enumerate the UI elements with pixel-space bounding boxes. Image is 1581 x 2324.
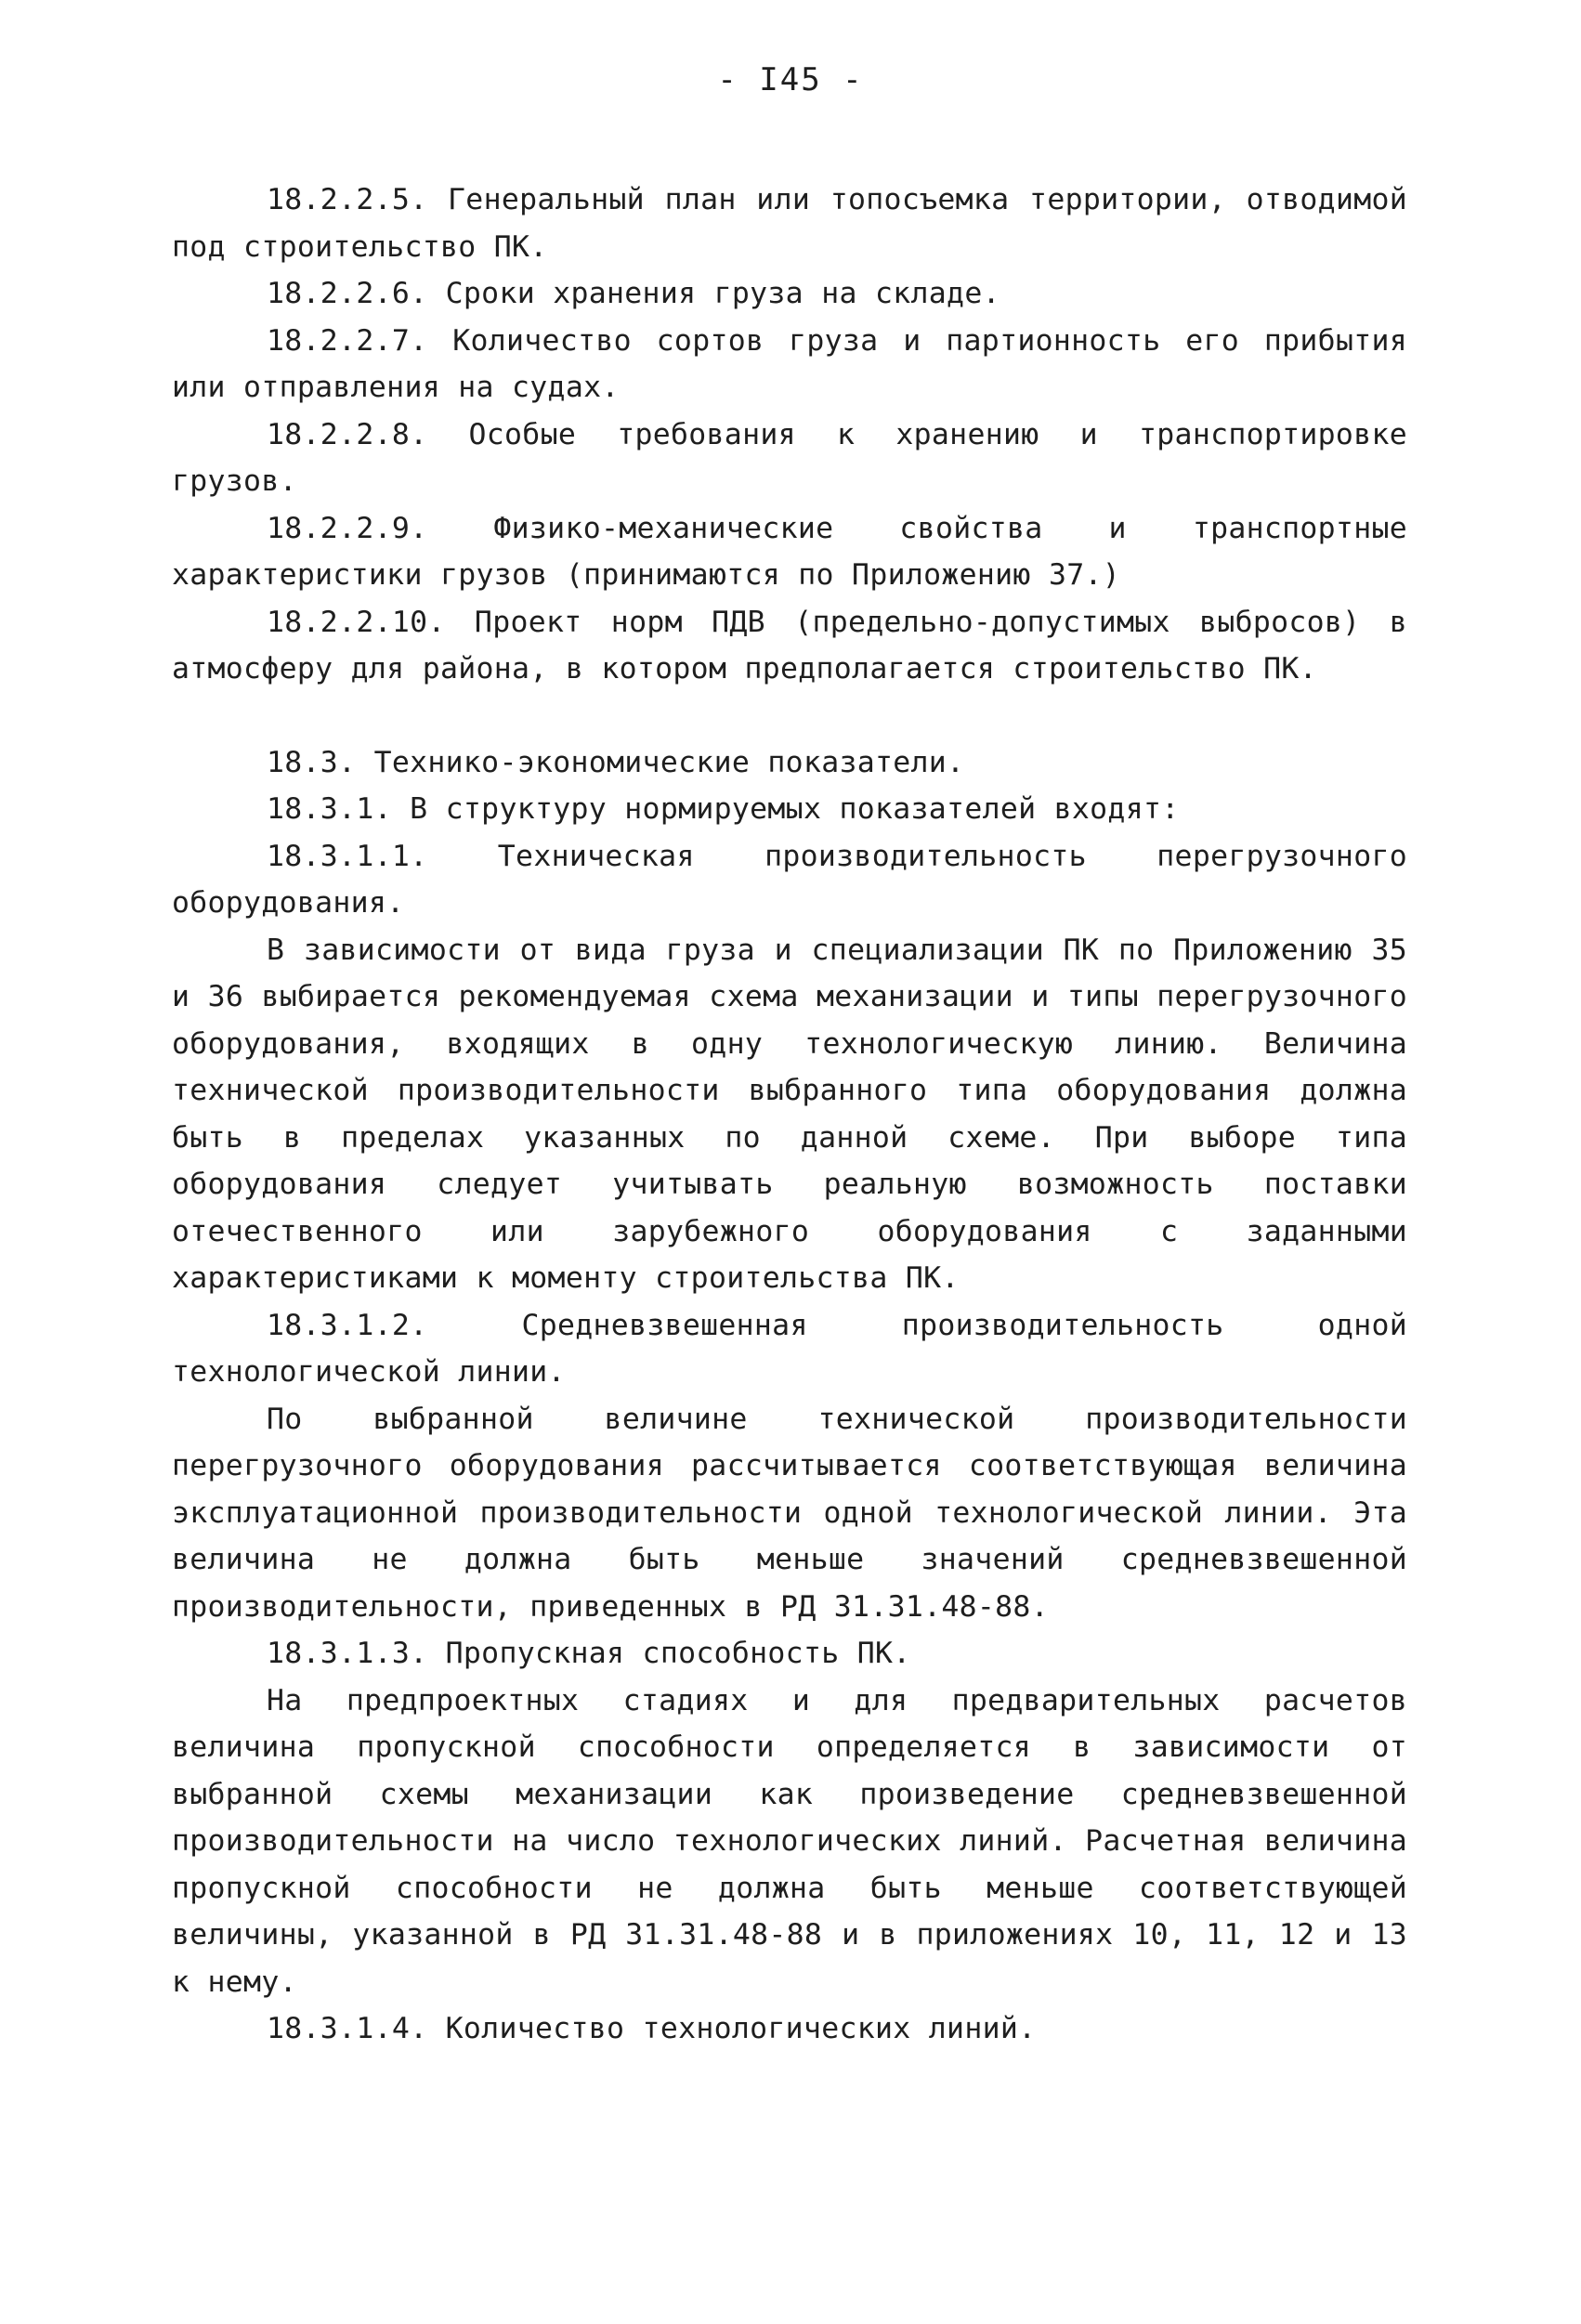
paragraph-throughput-capacity: На предпроектных стадиях и для предварительных расчетов величина пропускной способности определяется в зависимости от выбранной схемы механизации как произведение средневзвешенной производительности на число технологических линий. Расчетная величина пропускной способности не должна быть меньше соответствующей величины, указанной в РД 31.31.48-88 и в приложениях 10, 11, 12 и 13 к нему. [172,1683,1407,1999]
section-heading-18-3: 18.3. Технико-экономические показатели. [267,745,965,779]
page-number: - I45 - [717,61,864,98]
paragraph-18-3-1-3: 18.3.1.3. Пропускная способность ПК. [267,1637,911,1670]
paragraph-18-2-2-5: 18.2.2.5. Генеральный план или топосъемка территории, отводимой под строительство ПК. [172,183,1407,264]
paragraph-equipment-selection: В зависимости от вида груза и специализации ПК по Приложению 35 и 36 выбирается рекомендуемая схема механизации и типы перегрузочного оборудования, входящих в одну технологическую линию. Величина технической производительности выбранного типа оборудования должна быть в пределах указанных по данной схеме. При выборе типа оборудования следует учитывать реальную возможность поставки отечественного или зарубежного оборудования с заданными характеристиками к моменту строительства ПК. [172,933,1407,1295]
paragraph-18-2-2-8: 18.2.2.8. Особые требования к хранению и транспортировке грузов. [172,417,1407,498]
paragraph-18-3-1: 18.3.1. В структуру нормируемых показателей входят: [267,792,1180,826]
paragraph-18-2-2-9: 18.2.2.9. Физико-механические свойства и транспортные характеристики грузов (принимаются по Приложению 37.) [172,511,1407,592]
document-body [172,176,1407,2053]
section-spacer [172,693,1407,739]
paragraph-18-3-1-2: 18.3.1.2. Средневзвешенная производительность одной технологической линии. [172,1308,1407,1389]
paragraph-18-2-2-7: 18.2.2.7. Количество сортов груза и партионность его прибытия или отправления на судах. [172,323,1407,404]
paragraph-18-2-2-6: 18.2.2.6. Сроки хранения груза на складе. [267,277,1000,310]
paragraph-18-3-1-1: 18.3.1.1. Техническая производительность перегрузочного оборудования. [172,839,1407,920]
paragraph-18-2-2-10: 18.2.2.10. Проект норм ПДВ (предельно-допустимых выбросов) в атмосферу для района, в котором предполагается строительство ПК. [172,605,1407,685]
paragraph-18-3-1-4: 18.3.1.4. Количество технологических линий. [267,2012,1037,2045]
paragraph-operational-productivity: По выбранной величине технической производительности перегрузочного оборудования рассчитывается соответствующая величина эксплуатационной производительности одной технологической линии. Эта величина не должна быть меньше значений средневзвешенной производительности, приведенных в РД 31.31.48-88. [172,1402,1407,1624]
